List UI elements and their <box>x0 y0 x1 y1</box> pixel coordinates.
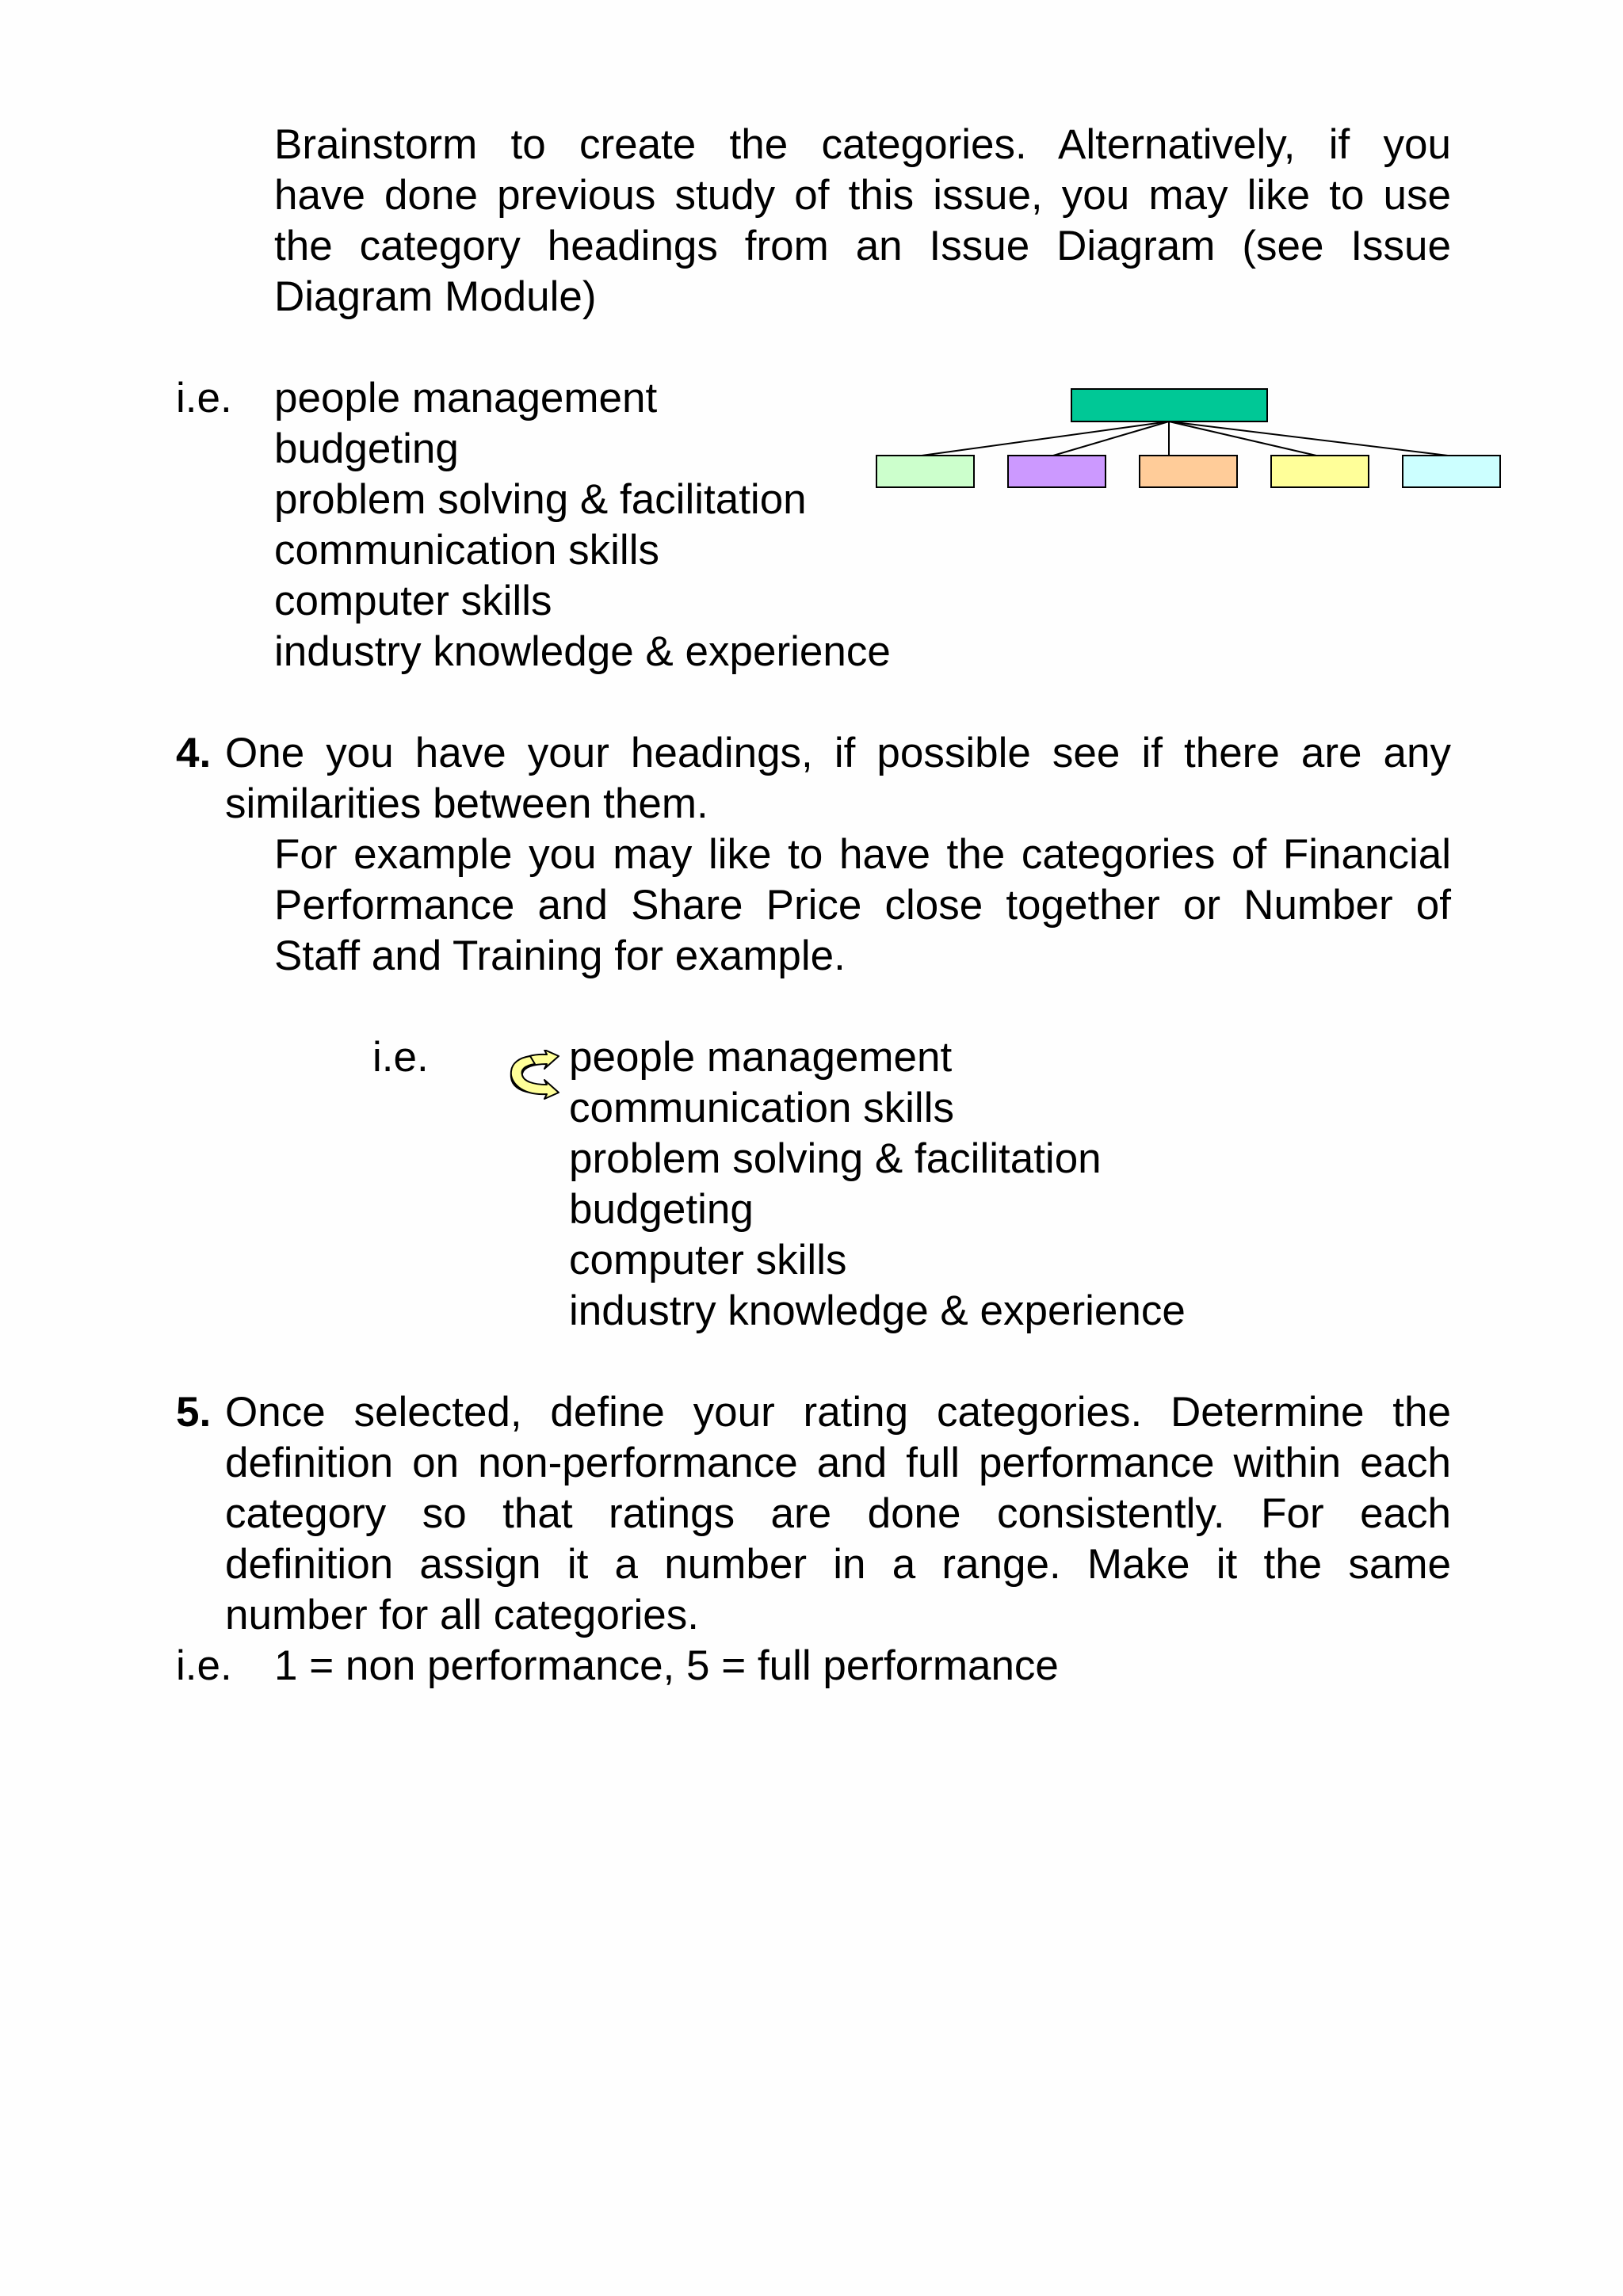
intro-line-2: have done previous study of this issue, you may like to use <box>274 172 1451 219</box>
reordered-item: problem solving & facilitation <box>569 1135 1102 1182</box>
category-item: budgeting <box>274 425 459 472</box>
step-4-line-1: One you have your headings, if possible see if there are any <box>225 730 1451 776</box>
issue-diagram-top-box <box>1071 389 1267 421</box>
step-5-example-marker: i.e. <box>176 1642 232 1689</box>
step-5-number: 5. <box>176 1389 212 1436</box>
category-item: industry knowledge & experience <box>274 628 891 675</box>
reordered-item: industry knowledge & experience <box>569 1287 1186 1334</box>
issue-diagram-child-box <box>1140 456 1237 487</box>
category-item: people management <box>274 375 658 421</box>
curved-arrow-icon <box>502 1050 565 1153</box>
step-5-line-1: Once selected, define your rating categories. Determine the <box>225 1389 1451 1436</box>
issue-diagram-child-box <box>1008 456 1106 487</box>
step-5-line-2: definition on non-performance and full performance within each <box>225 1440 1451 1486</box>
intro-line-3: the category headings from an Issue Diagram (see Issue <box>274 223 1451 269</box>
reordered-item: budgeting <box>569 1186 754 1233</box>
step-5-line-3: category so that ratings are done consistently. For each <box>225 1490 1451 1537</box>
step-4-number: 4. <box>176 730 212 776</box>
reordered-item: people management <box>569 1034 953 1081</box>
example-marker: i.e. <box>176 375 232 421</box>
step-4-example-line-2: Performance and Share Price close together or Number of <box>274 882 1451 929</box>
category-item: problem solving & facilitation <box>274 476 807 523</box>
step-5-line-5: number for all categories. <box>225 1592 700 1638</box>
issue-diagram-child-box <box>1271 456 1369 487</box>
category-item: computer skills <box>274 578 552 624</box>
intro-line-1: Brainstorm to create the categories. Alternatively, if you <box>274 121 1451 168</box>
issue-diagram <box>868 383 1502 494</box>
reordered-item: communication skills <box>569 1085 954 1131</box>
step-4-line-2: similarities between them. <box>225 780 708 827</box>
step-5-example-text: 1 = non performance, 5 = full performance <box>274 1642 1059 1689</box>
reorder-example-marker: i.e. <box>372 1034 429 1081</box>
step-5-line-4: definition assign it a number in a range. Make it the same <box>225 1541 1451 1588</box>
category-item: communication skills <box>274 527 659 574</box>
step-4-example-line-3: Staff and Training for example. <box>274 933 846 979</box>
issue-diagram-child-box <box>876 456 974 487</box>
step-4-example-line-1: For example you may like to have the categories of Financial <box>274 831 1451 878</box>
intro-line-4: Diagram Module) <box>274 273 597 320</box>
issue-diagram-child-box <box>1403 456 1500 487</box>
reordered-item: computer skills <box>569 1237 847 1283</box>
